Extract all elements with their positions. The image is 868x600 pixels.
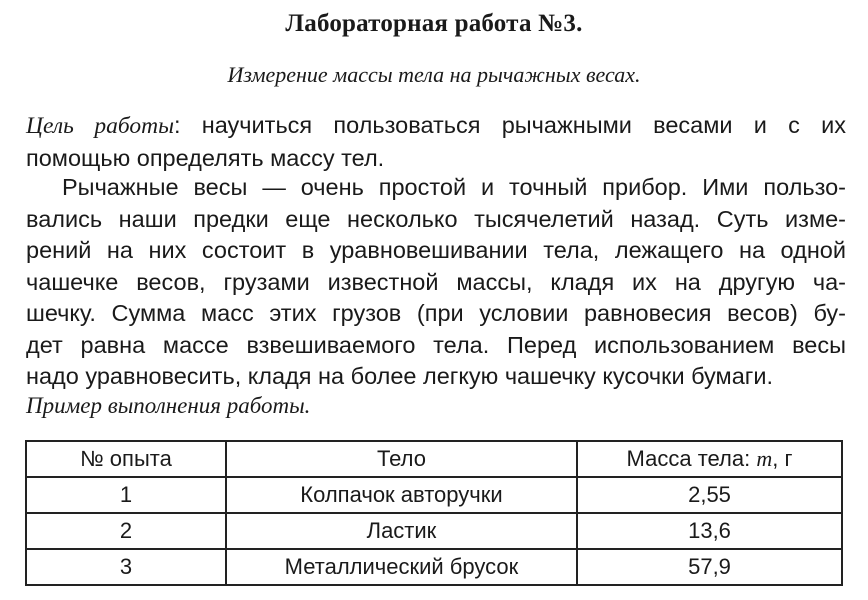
cell-mass: 2,55 — [577, 477, 842, 513]
cell-body: Металлический брусок — [226, 549, 577, 585]
table-header-row — [26, 441, 842, 477]
paragraph-line: вались наши предки еще несколько тысячелетий назад. Суть изме- — [26, 205, 846, 232]
lab-title: Лабораторная работа №3. — [285, 10, 583, 37]
cell-number: 2 — [26, 513, 226, 549]
table-row — [26, 513, 842, 549]
header-mass-variable: m — [756, 446, 773, 471]
example-label: Пример выполнения работы. — [26, 393, 311, 418]
cell-body: Ластик — [226, 513, 577, 549]
cell-body: Колпачок авторучки — [226, 477, 577, 513]
paragraph-line: надо уравновесить, кладя на более легкую чашечку кусочки бумаги. — [26, 363, 773, 389]
paragraph-line: рений на них состоит в уравновешивании тела, лежащего на одной — [26, 237, 846, 263]
results-table — [25, 440, 843, 586]
cell-mass: 13,6 — [577, 513, 842, 549]
lab-subtitle: Измерение массы тела на рычажных весах. — [227, 62, 641, 87]
goal-line: помощью определять массу тел. — [26, 144, 385, 171]
paragraph-line: Рычажные весы — очень простой и точный прибор. Ими пользо- — [62, 174, 846, 200]
header-mass-unit: , г — [772, 446, 793, 471]
goal-label: Цель работы — [26, 113, 174, 139]
header-experiment-number: № опыта — [26, 441, 226, 477]
description-paragraph — [26, 172, 846, 393]
cell-mass: 57,9 — [577, 549, 842, 585]
cell-number: 3 — [26, 549, 226, 585]
paragraph-line: дет равна массе взвешиваемого тела. Перед использованием весы — [26, 331, 846, 358]
header-body: Тело — [226, 441, 577, 477]
goal-text: : научиться пользоваться рычажными весами и с их — [174, 112, 846, 138]
table-row — [26, 549, 842, 585]
header-mass — [577, 441, 842, 477]
header-mass-prefix: Масса тела: — [626, 446, 757, 471]
goal-paragraph — [26, 110, 846, 174]
table-row — [26, 477, 842, 513]
cell-number: 1 — [26, 477, 226, 513]
paragraph-line: шечку. Сумма масс этих грузов (при условии равновесия весов) бу- — [26, 300, 846, 326]
goal-line — [26, 110, 846, 143]
paragraph-line: чашечке весов, грузами известной массы, кладя их на другую ча- — [26, 268, 846, 295]
